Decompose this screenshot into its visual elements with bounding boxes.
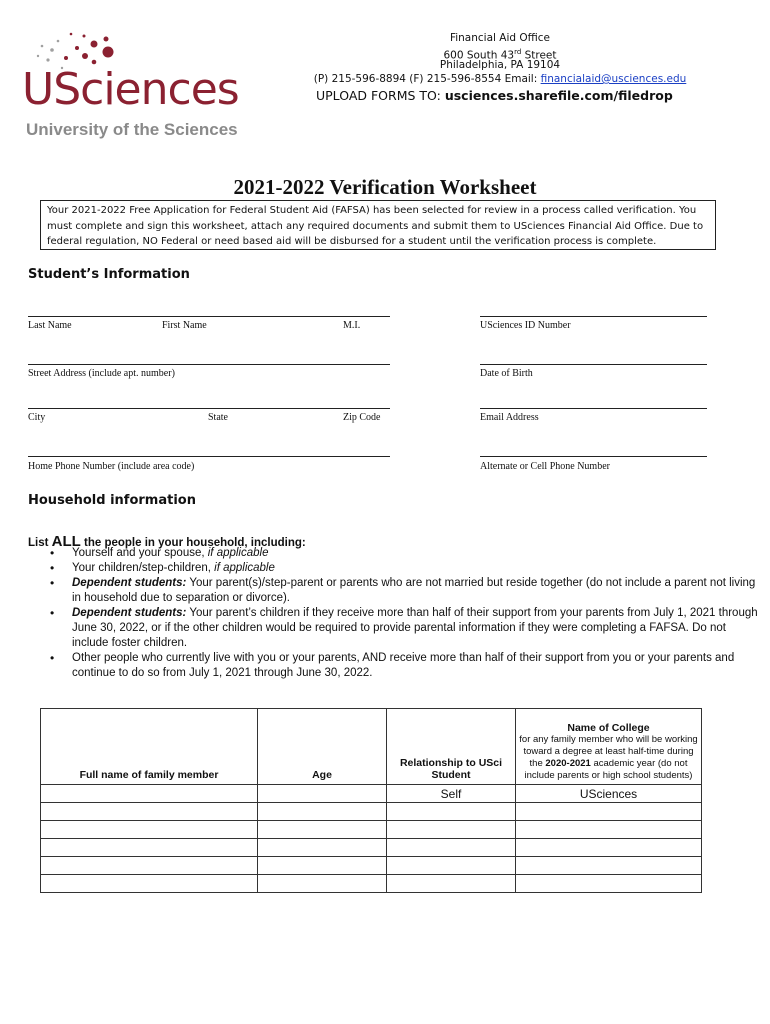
name-line[interactable] — [28, 316, 390, 317]
logo-subtitle: University of the Sciences — [26, 120, 238, 139]
household-bullets — [50, 546, 762, 681]
table-row — [41, 803, 702, 821]
list-item: • Your children/step-children, if applicable — [72, 561, 762, 576]
home-phone-label: Home Phone Number (include area code) — [28, 461, 195, 472]
last-name-label: Last Name — [28, 320, 72, 331]
cell-relationship[interactable] — [387, 839, 516, 857]
household-table — [40, 708, 702, 893]
cell-name[interactable] — [41, 875, 258, 893]
state-label: State — [208, 412, 228, 423]
table-row — [41, 821, 702, 839]
office-city: Philadelphia, PA 19104 — [439, 59, 561, 71]
zip-label: Zip Code — [343, 412, 381, 423]
cell-college[interactable] — [516, 857, 702, 875]
cell-name[interactable] — [41, 857, 258, 875]
cell-name[interactable] — [41, 785, 258, 803]
intro-box: Your 2021-2022 Free Application for Federal Student Aid (FAFSA) has been selected for review in a process called verification. You must complete and sign this worksheet, attach any required documents and submit them to USciences Financial Aid Office. Due to federal regulation, NO Federal or need based aid will be disbursed for a student until the verification process is complete. — [40, 200, 716, 250]
list-item: • Other people who currently live with you or your parents, AND receive more than half of their support from you or your parents and continue to do so from July 1, 2021 through June 30, 2022. — [72, 651, 762, 681]
page-title: 2021-2022 Verification Worksheet — [233, 175, 537, 199]
cell-relationship[interactable] — [387, 821, 516, 839]
list-item: • Dependent students: Your parent(s)/step-parent or parents who are not married but reside together (do not include a parent not living in household due to separation or divorce). — [72, 576, 762, 606]
cell-college[interactable] — [516, 803, 702, 821]
cell-relationship[interactable] — [387, 875, 516, 893]
list-item: • Yourself and your spouse, if applicable — [72, 546, 762, 561]
mi-label: M.I. — [343, 320, 361, 331]
city-label: City — [28, 412, 46, 423]
email-line[interactable] — [480, 408, 707, 409]
cell-relationship[interactable] — [387, 803, 516, 821]
household-list-intro: List ALL the people in your household, including: — [28, 533, 306, 550]
col-name-header: Full name of family member — [41, 709, 258, 785]
cell-age[interactable] — [258, 803, 387, 821]
street-line[interactable] — [28, 364, 390, 365]
col-relationship-header: Relationship to USci Student — [387, 709, 516, 785]
list-item: • Dependent students: Your parent’s children if they receive more than half of their support from your parents from July 1, 2021 through June 30, 2022, or if the other children would be required to provide parental information if they were completing a FAFSA. Do not include foster children. — [72, 606, 762, 651]
email-link[interactable]: financialaid@usciences.edu — [540, 73, 687, 85]
upload-instruction: UPLOAD FORMS TO: usciences.sharefile.com/filedrop — [316, 88, 673, 103]
office-address: 600 South 43rd Street — [443, 48, 557, 62]
street-label: Street Address (include apt. number) — [28, 368, 175, 379]
cell-age[interactable] — [258, 821, 387, 839]
logo-wordmark: USciences — [22, 64, 239, 115]
office-phones: (P) 215-596-8894 (F) 215-596-8554 Email: financialaid@usciences.edu — [313, 73, 687, 85]
cell-college[interactable] — [516, 839, 702, 857]
cell-relationship[interactable]: Self — [387, 785, 516, 803]
cell-college[interactable] — [516, 821, 702, 839]
cell-name[interactable] — [41, 821, 258, 839]
email-label: Email Address — [480, 412, 539, 423]
cell-age[interactable] — [258, 875, 387, 893]
id-label: USciences ID Number — [480, 320, 571, 331]
table-row — [41, 785, 702, 803]
alt-phone-line[interactable] — [480, 456, 707, 457]
student-info-heading: Student’s Information — [28, 267, 190, 282]
cell-college[interactable] — [516, 875, 702, 893]
cell-age[interactable] — [258, 857, 387, 875]
table-row — [41, 875, 702, 893]
cell-name[interactable] — [41, 839, 258, 857]
table-row — [41, 839, 702, 857]
home-phone-line[interactable] — [28, 456, 390, 457]
upload-url[interactable]: usciences.sharefile.com/filedrop — [444, 88, 673, 103]
dob-label: Date of Birth — [480, 368, 533, 379]
table-row — [41, 857, 702, 875]
city-line[interactable] — [28, 408, 390, 409]
cell-age[interactable] — [258, 839, 387, 857]
cell-name[interactable] — [41, 803, 258, 821]
cell-college[interactable]: USciences — [516, 785, 702, 803]
col-age-header: Age — [258, 709, 387, 785]
dob-line[interactable] — [480, 364, 707, 365]
cell-relationship[interactable] — [387, 857, 516, 875]
household-heading: Household information — [28, 493, 196, 508]
cell-age[interactable] — [258, 785, 387, 803]
office-name: Financial Aid Office — [449, 32, 551, 44]
alt-phone-label: Alternate or Cell Phone Number — [480, 461, 610, 472]
col-college-header: Name of College for any family member who will be working toward a degree at least half-time during the 2020-2021 academic year (do not include parents or high school students) — [516, 709, 702, 785]
first-name-label: First Name — [162, 320, 207, 331]
id-line[interactable] — [480, 316, 707, 317]
